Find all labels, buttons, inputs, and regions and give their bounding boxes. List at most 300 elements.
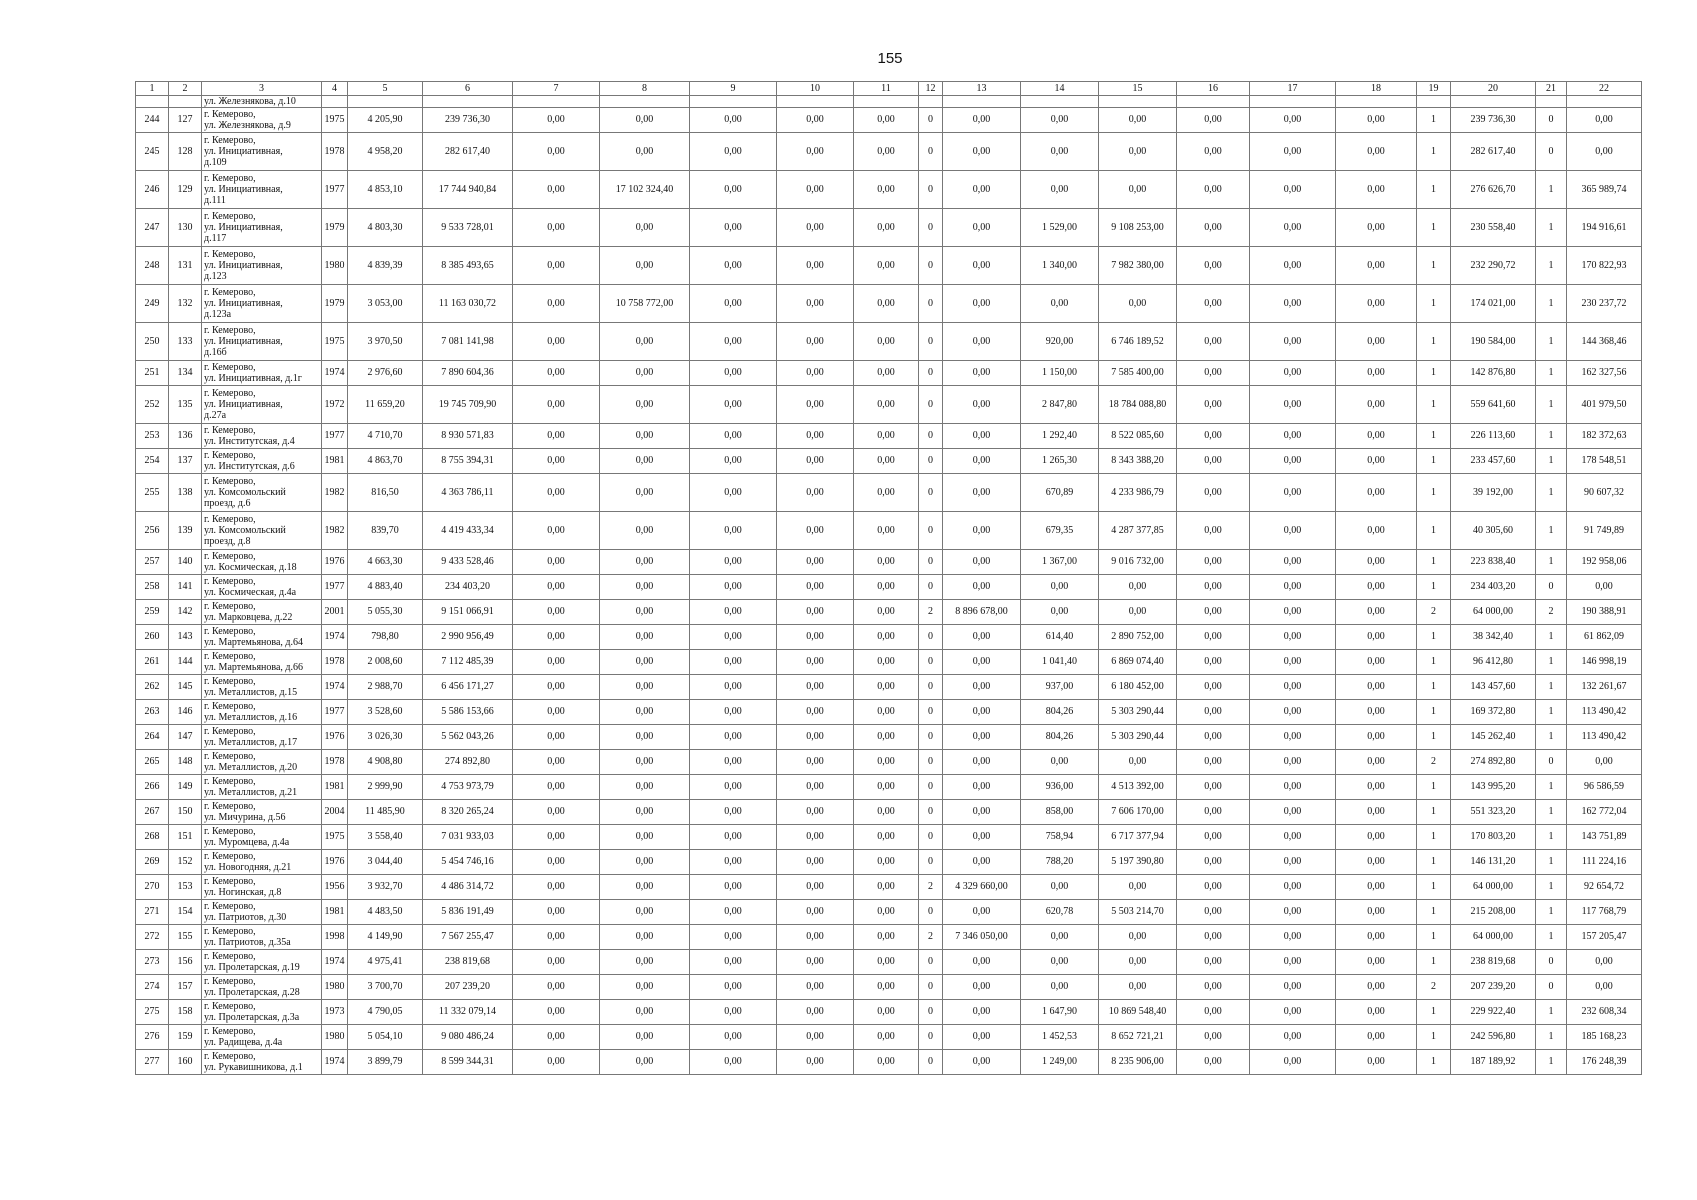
table-cell: 0 — [1536, 750, 1567, 775]
table-cell: 0,00 — [854, 575, 919, 600]
table-cell: 1 — [1536, 424, 1567, 449]
table-cell: 0 — [919, 975, 943, 1000]
table-cell: 0,00 — [1099, 975, 1177, 1000]
table-cell: 5 454 746,16 — [423, 850, 513, 875]
table-cell: 0,00 — [943, 361, 1021, 386]
table-cell: 0,00 — [854, 171, 919, 209]
table-cell: 0,00 — [600, 675, 690, 700]
table-cell: 0,00 — [854, 600, 919, 625]
table-cell: 0,00 — [777, 108, 854, 133]
table-cell: 0,00 — [1336, 171, 1417, 209]
table-cell: 0,00 — [1021, 108, 1099, 133]
column-number: 17 — [1250, 82, 1336, 96]
table-cell: 1974 — [322, 675, 348, 700]
table-cell: 64 000,00 — [1451, 875, 1536, 900]
table-cell: 0,00 — [1177, 925, 1250, 950]
table-cell: 0,00 — [690, 108, 777, 133]
column-number: 12 — [919, 82, 943, 96]
table-cell: 158 — [169, 1000, 202, 1025]
table-cell: 3 026,30 — [348, 725, 423, 750]
address-cell: г. Кемерово, ул. Муромцева, д.4а — [202, 825, 322, 850]
table-cell: 0,00 — [854, 625, 919, 650]
table-cell: 1 — [1417, 650, 1451, 675]
table-cell: 0,00 — [1177, 750, 1250, 775]
table-cell: 0,00 — [854, 775, 919, 800]
table-cell: 248 — [136, 247, 169, 285]
table-cell: 1 — [1417, 247, 1451, 285]
table-cell: 1 — [1536, 1025, 1567, 1050]
table-cell: 0,00 — [1099, 575, 1177, 600]
table-cell: 162 327,56 — [1567, 361, 1642, 386]
address-cell: г. Кемерово, ул. Мартемьянова, д.64 — [202, 625, 322, 650]
table-cell: 0,00 — [513, 975, 600, 1000]
table-cell: 0,00 — [1250, 900, 1336, 925]
table-cell: 0,00 — [943, 825, 1021, 850]
table-cell: 2 990 956,49 — [423, 625, 513, 650]
table-cell: 0,00 — [1177, 900, 1250, 925]
table-cell: 0,00 — [1250, 1050, 1336, 1075]
table-cell: 0,00 — [600, 975, 690, 1000]
table-cell: 0 — [919, 512, 943, 550]
table-cell: 39 192,00 — [1451, 474, 1536, 512]
table-cell: 0,00 — [690, 171, 777, 209]
address-cell: г. Кемерово, ул. Рукавишникова, д.1 — [202, 1050, 322, 1075]
table-cell: 0,00 — [1336, 825, 1417, 850]
table-cell: 0,00 — [690, 850, 777, 875]
table-cell: 0,00 — [943, 550, 1021, 575]
table-cell: 1981 — [322, 900, 348, 925]
address-cell: г. Кемерово, ул. Инициативная, д.16б — [202, 323, 322, 361]
table-cell: 7 031 933,03 — [423, 825, 513, 850]
table-cell: 0,00 — [777, 1025, 854, 1050]
table-cell: 0,00 — [854, 1050, 919, 1075]
table-cell: 0,00 — [600, 650, 690, 675]
table-cell: 0,00 — [1177, 386, 1250, 424]
table-cell: 0,00 — [513, 950, 600, 975]
table-cell: 920,00 — [1021, 323, 1099, 361]
table-cell: 64 000,00 — [1451, 925, 1536, 950]
page-number: 155 — [877, 50, 903, 67]
table-cell: 274 892,80 — [1451, 750, 1536, 775]
table-cell: 0 — [919, 700, 943, 725]
table-cell: 0,00 — [513, 1025, 600, 1050]
column-number: 6 — [423, 82, 513, 96]
table-row — [136, 171, 1642, 209]
table-cell: 0,00 — [1336, 386, 1417, 424]
table-cell: 258 — [136, 575, 169, 600]
column-number: 2 — [169, 82, 202, 96]
address-cell: г. Кемерово, ул. Пролетарская, д.28 — [202, 975, 322, 1000]
table-cell: 192 958,06 — [1567, 550, 1642, 575]
table-cell: 0,00 — [777, 474, 854, 512]
table-cell: 0,00 — [1336, 575, 1417, 600]
table-cell: 4 975,41 — [348, 950, 423, 975]
table-cell: 2 — [919, 600, 943, 625]
table-cell: 0 — [1536, 950, 1567, 975]
table-cell: 0,00 — [1336, 925, 1417, 950]
address-cell: г. Кемерово, ул. Комсомольский проезд, д.6 — [202, 474, 322, 512]
table-cell: 282 617,40 — [1451, 133, 1536, 171]
table-cell: 185 168,23 — [1567, 1025, 1642, 1050]
table-cell: 0,00 — [600, 800, 690, 825]
table-cell: 0,00 — [600, 1000, 690, 1025]
table-cell: 0,00 — [777, 386, 854, 424]
table-cell: 0,00 — [854, 474, 919, 512]
column-number: 3 — [202, 82, 322, 96]
column-number: 16 — [1177, 82, 1250, 96]
address-cell: г. Кемерово, ул. Металлистов, д.15 — [202, 675, 322, 700]
table-row — [136, 424, 1642, 449]
table-cell: 9 533 728,01 — [423, 209, 513, 247]
table-cell: 0,00 — [1099, 600, 1177, 625]
table-cell: 4 863,70 — [348, 449, 423, 474]
table-cell: 0,00 — [690, 512, 777, 550]
table-cell: 1 529,00 — [1021, 209, 1099, 247]
table-cell: 0,00 — [1567, 108, 1642, 133]
table-cell: 1 — [1417, 800, 1451, 825]
table-cell: 0,00 — [513, 825, 600, 850]
table-cell: 0,00 — [1250, 700, 1336, 725]
table-cell: 4 908,80 — [348, 750, 423, 775]
table-cell: 1 — [1417, 925, 1451, 950]
table-cell: 0,00 — [854, 850, 919, 875]
table-cell: 2 008,60 — [348, 650, 423, 675]
table-cell: 0,00 — [600, 625, 690, 650]
address-cell: г. Кемерово, ул. Инициативная, д.117 — [202, 209, 322, 247]
column-number: 13 — [943, 82, 1021, 96]
table-cell: 0,00 — [600, 750, 690, 775]
table-row — [136, 550, 1642, 575]
table-cell: 0,00 — [513, 900, 600, 925]
table-cell: 0,00 — [943, 171, 1021, 209]
table-cell: 0,00 — [1250, 850, 1336, 875]
table-cell: 3 044,40 — [348, 850, 423, 875]
table-cell: 0,00 — [1177, 650, 1250, 675]
table-cell: 0,00 — [943, 512, 1021, 550]
table-cell: 0,00 — [777, 600, 854, 625]
table-row — [136, 323, 1642, 361]
table-cell: 0,00 — [600, 550, 690, 575]
table-cell: 247 — [136, 209, 169, 247]
table-cell: 0,00 — [777, 925, 854, 950]
table-cell: 1979 — [322, 285, 348, 323]
table-cell: 64 000,00 — [1451, 600, 1536, 625]
table-cell — [1417, 96, 1451, 108]
table-cell: 2 890 752,00 — [1099, 625, 1177, 650]
table-cell: 0,00 — [943, 725, 1021, 750]
table-cell: 246 — [136, 171, 169, 209]
table-cell: 4 205,90 — [348, 108, 423, 133]
table-cell: 0,00 — [854, 323, 919, 361]
table-cell: 839,70 — [348, 512, 423, 550]
address-cell: г. Кемерово, ул. Инициативная, д.123 — [202, 247, 322, 285]
table-cell: 1 — [1417, 1025, 1451, 1050]
table-cell: 1 — [1417, 323, 1451, 361]
table-cell: 4 710,70 — [348, 424, 423, 449]
table-cell: 0 — [919, 247, 943, 285]
table-cell: 282 617,40 — [423, 133, 513, 171]
table-cell: 0,00 — [943, 247, 1021, 285]
table-cell: 207 239,20 — [423, 975, 513, 1000]
table-cell: 190 388,91 — [1567, 600, 1642, 625]
table-cell: 0,00 — [777, 449, 854, 474]
table-row — [136, 285, 1642, 323]
table-cell: 0,00 — [777, 750, 854, 775]
table-cell: 1982 — [322, 474, 348, 512]
table-cell: 1 — [1417, 133, 1451, 171]
table-cell: 0,00 — [1250, 424, 1336, 449]
table-cell: 229 922,40 — [1451, 1000, 1536, 1025]
table-cell: 226 113,60 — [1451, 424, 1536, 449]
table-cell: 271 — [136, 900, 169, 925]
table-cell: 17 102 324,40 — [600, 171, 690, 209]
table-cell: 0,00 — [1099, 171, 1177, 209]
table-cell: 257 — [136, 550, 169, 575]
table-cell: 1 — [1417, 675, 1451, 700]
table-cell: 5 836 191,49 — [423, 900, 513, 925]
table-cell: 146 998,19 — [1567, 650, 1642, 675]
table-cell: 0,00 — [1177, 474, 1250, 512]
table-cell: 0 — [1536, 108, 1567, 133]
table-cell: 0,00 — [777, 900, 854, 925]
table-cell: 8 235 906,00 — [1099, 1050, 1177, 1075]
table-cell: 0,00 — [777, 625, 854, 650]
table-cell: 1981 — [322, 775, 348, 800]
table-cell: 5 586 153,66 — [423, 700, 513, 725]
table-cell: 234 403,20 — [1451, 575, 1536, 600]
table-cell: 0,00 — [600, 875, 690, 900]
table-cell: 0,00 — [854, 424, 919, 449]
table-cell: 2001 — [322, 600, 348, 625]
table-cell: 0,00 — [513, 386, 600, 424]
table-cell: 0,00 — [600, 424, 690, 449]
table-cell: 129 — [169, 171, 202, 209]
table-cell: 0,00 — [513, 750, 600, 775]
table-cell: 265 — [136, 750, 169, 775]
address-cell: г. Кемерово, ул. Металлистов, д.20 — [202, 750, 322, 775]
table-cell: 1 — [1536, 550, 1567, 575]
table-cell: 0,00 — [1336, 550, 1417, 575]
table-cell: 0,00 — [690, 700, 777, 725]
table-cell: 0,00 — [600, 725, 690, 750]
table-cell: 0,00 — [690, 575, 777, 600]
table-cell: 0,00 — [1336, 800, 1417, 825]
table-cell: 162 772,04 — [1567, 800, 1642, 825]
table-cell: 260 — [136, 625, 169, 650]
table-cell: 0,00 — [690, 361, 777, 386]
table-cell: 4 883,40 — [348, 575, 423, 600]
table-cell: 276 626,70 — [1451, 171, 1536, 209]
table-cell: 0,00 — [943, 775, 1021, 800]
table-row — [136, 875, 1642, 900]
column-number: 15 — [1099, 82, 1177, 96]
table-cell: 0,00 — [690, 1000, 777, 1025]
table-cell: 266 — [136, 775, 169, 800]
table-cell: 4 483,50 — [348, 900, 423, 925]
table-cell: 3 053,00 — [348, 285, 423, 323]
table-cell: 0,00 — [777, 424, 854, 449]
table-cell: 8 896 678,00 — [943, 600, 1021, 625]
table-cell: 0,00 — [777, 675, 854, 700]
table-cell: 170 822,93 — [1567, 247, 1642, 285]
table-cell: 1 292,40 — [1021, 424, 1099, 449]
table-cell: 0,00 — [777, 975, 854, 1000]
table-cell: 0,00 — [1177, 775, 1250, 800]
table-cell: 0,00 — [690, 675, 777, 700]
table-cell: 0,00 — [600, 449, 690, 474]
table-cell: 0 — [919, 850, 943, 875]
table-cell: 130 — [169, 209, 202, 247]
table-cell: 0,00 — [1099, 950, 1177, 975]
table-cell: 4 419 433,34 — [423, 512, 513, 550]
table-cell: 1 — [1536, 512, 1567, 550]
table-cell: 11 163 030,72 — [423, 285, 513, 323]
table-cell: 3 899,79 — [348, 1050, 423, 1075]
table-cell: 146 131,20 — [1451, 850, 1536, 875]
table-cell: 5 303 290,44 — [1099, 725, 1177, 750]
table-cell: 0,00 — [1177, 1025, 1250, 1050]
table-cell: 0,00 — [854, 650, 919, 675]
table-cell: 0 — [919, 386, 943, 424]
address-cell: г. Кемерово, ул. Инициативная, д.109 — [202, 133, 322, 171]
table-cell: 251 — [136, 361, 169, 386]
table-cell: 0,00 — [1177, 209, 1250, 247]
table-cell: 0,00 — [600, 247, 690, 285]
table-cell: 0,00 — [513, 474, 600, 512]
table-cell: 0,00 — [1336, 875, 1417, 900]
table-cell: 0 — [919, 950, 943, 975]
table-cell: 268 — [136, 825, 169, 850]
table-cell: 1975 — [322, 108, 348, 133]
table-row — [136, 950, 1642, 975]
table-cell: 5 055,30 — [348, 600, 423, 625]
table-cell: 1974 — [322, 361, 348, 386]
table-cell: 0,00 — [513, 247, 600, 285]
table-cell: 0,00 — [1250, 650, 1336, 675]
table-cell: 0 — [1536, 575, 1567, 600]
table-cell — [1451, 96, 1536, 108]
table-cell: 670,89 — [1021, 474, 1099, 512]
table-cell: 0,00 — [854, 550, 919, 575]
table-cell: 0 — [1536, 975, 1567, 1000]
address-cell: г. Кемерово, ул. Патриотов, д.35а — [202, 925, 322, 950]
table-cell: 250 — [136, 323, 169, 361]
address-cell: г. Кемерово, ул. Радищева, д.4а — [202, 1025, 322, 1050]
table-cell: 936,00 — [1021, 775, 1099, 800]
table-cell: 3 558,40 — [348, 825, 423, 850]
table-cell: 0,00 — [943, 700, 1021, 725]
table-cell: 0,00 — [1250, 750, 1336, 775]
table-cell: 2 847,80 — [1021, 386, 1099, 424]
table-cell: 4 363 786,11 — [423, 474, 513, 512]
table-cell: 143 995,20 — [1451, 775, 1536, 800]
table-cell: 1 — [1417, 512, 1451, 550]
table-cell: 0,00 — [943, 108, 1021, 133]
table-cell: 0,00 — [1250, 950, 1336, 975]
table-cell: 0,00 — [1336, 975, 1417, 1000]
table-cell: 131 — [169, 247, 202, 285]
table-cell: 40 305,60 — [1451, 512, 1536, 550]
table-cell — [1177, 96, 1250, 108]
column-number: 19 — [1417, 82, 1451, 96]
table-cell: 0,00 — [690, 900, 777, 925]
table-cell: 273 — [136, 950, 169, 975]
table-cell: 2 — [1417, 975, 1451, 1000]
table-cell: 96 412,80 — [1451, 650, 1536, 675]
table-cell: 0,00 — [854, 675, 919, 700]
table-row — [136, 247, 1642, 285]
table-row — [136, 800, 1642, 825]
column-number-header — [136, 82, 1642, 96]
table-cell: 0,00 — [1177, 725, 1250, 750]
table-row — [136, 133, 1642, 171]
table-row — [136, 1050, 1642, 1075]
column-number: 5 — [348, 82, 423, 96]
table-cell: 153 — [169, 875, 202, 900]
table-cell: 0,00 — [690, 975, 777, 1000]
table-cell: 0,00 — [1336, 512, 1417, 550]
table-cell: 1 249,00 — [1021, 1050, 1099, 1075]
table-cell: 194 916,61 — [1567, 209, 1642, 247]
table-cell: 0,00 — [600, 386, 690, 424]
table-cell: 0,00 — [777, 725, 854, 750]
table-row — [136, 1000, 1642, 1025]
table-cell: 0 — [919, 285, 943, 323]
table-cell: 0,00 — [1021, 975, 1099, 1000]
table-cell: 1 — [1536, 875, 1567, 900]
table-cell: 0 — [919, 650, 943, 675]
table-cell: 7 982 380,00 — [1099, 247, 1177, 285]
table-cell: 0,00 — [1250, 1025, 1336, 1050]
table-cell: 1 — [1536, 323, 1567, 361]
table-cell — [919, 96, 943, 108]
table-cell — [1567, 96, 1642, 108]
table-cell: 1 — [1417, 361, 1451, 386]
table-cell: 0,00 — [943, 575, 1021, 600]
table-cell: 0,00 — [513, 575, 600, 600]
table-cell: 148 — [169, 750, 202, 775]
table-cell: 0,00 — [690, 875, 777, 900]
table-cell: 277 — [136, 1050, 169, 1075]
table-cell: 0,00 — [943, 386, 1021, 424]
table-cell: 0,00 — [1177, 550, 1250, 575]
table-cell: 0,00 — [513, 625, 600, 650]
table-cell: 160 — [169, 1050, 202, 1075]
table-cell: 620,78 — [1021, 900, 1099, 925]
table-cell: 254 — [136, 449, 169, 474]
table-cell — [513, 96, 600, 108]
table-cell: 215 208,00 — [1451, 900, 1536, 925]
table-cell: 0,00 — [600, 925, 690, 950]
table-cell: 0,00 — [943, 850, 1021, 875]
table-cell: 0,00 — [943, 449, 1021, 474]
table-cell: 0,00 — [1177, 700, 1250, 725]
table-cell: 0 — [919, 1025, 943, 1050]
table-cell: 0,00 — [513, 209, 600, 247]
table-cell: 0,00 — [1177, 575, 1250, 600]
table-cell: 0,00 — [1250, 474, 1336, 512]
table-cell: 0,00 — [513, 700, 600, 725]
table-cell: 0,00 — [777, 650, 854, 675]
table-cell: 1 — [1536, 675, 1567, 700]
table-cell: 0,00 — [943, 625, 1021, 650]
table-cell: 0,00 — [600, 133, 690, 171]
table-cell: 0 — [1536, 133, 1567, 171]
table-cell: 252 — [136, 386, 169, 424]
table-cell: 113 490,42 — [1567, 700, 1642, 725]
table-cell: 0,00 — [690, 424, 777, 449]
table-cell: 1 — [1417, 1000, 1451, 1025]
